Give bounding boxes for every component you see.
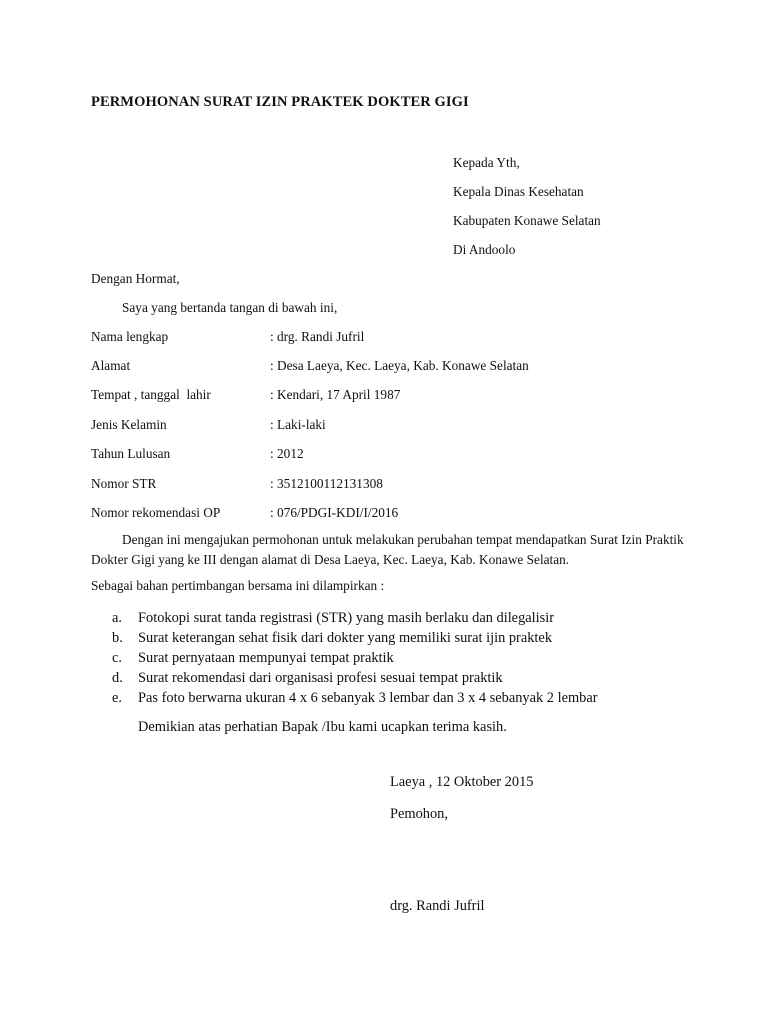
place-date: Laeya , 12 Oktober 2015 xyxy=(390,774,534,790)
field-row xyxy=(0,387,768,405)
field-label: Nomor STR xyxy=(91,476,157,491)
list-item xyxy=(0,690,768,710)
list-item xyxy=(0,630,768,650)
field-label: Nama lengkap xyxy=(91,329,169,344)
field-value: : Desa Laeya, Kec. Laeya, Kab. Konawe Selatan xyxy=(270,358,529,373)
list-item-letter: b. xyxy=(112,630,123,646)
field-value: : drg. Randi Jufril xyxy=(270,329,365,344)
field-value: : Laki-laki xyxy=(270,417,326,432)
field-row xyxy=(0,476,768,494)
list-item-letter: a. xyxy=(112,610,122,626)
list-item-letter: d. xyxy=(112,670,123,686)
field-value: : 076/PDGI-KDI/I/2016 xyxy=(270,505,399,520)
recipient-line: Di Andoolo xyxy=(453,242,516,257)
field-row xyxy=(0,505,768,523)
field-value: : 3512100112131308 xyxy=(270,476,383,491)
request-paragraph-text: Dengan ini mengajukan permohonan untuk melakukan perubahan tempat mendapatkan Surat Izin Praktik Dokter Gigi yang ke III dengan alamat di Desa Laeya, Kec. Laeya, Kab. Konawe Selatan. xyxy=(91,532,684,567)
field-label: Nomor rekomendasi OP xyxy=(91,505,221,520)
field-value: : 2012 xyxy=(270,446,304,461)
field-row xyxy=(0,329,768,347)
list-item-letter: e. xyxy=(112,690,122,706)
field-label: Tahun Lulusan xyxy=(91,446,171,461)
list-item-text: Surat rekomendasi dari organisasi profesi sesuai tempat praktik xyxy=(138,670,503,686)
list-item-letter: c. xyxy=(112,650,122,666)
attachments-intro: Sebagai bahan pertimbangan bersama ini dilampirkan : xyxy=(91,578,385,593)
list-item xyxy=(0,670,768,690)
list-item xyxy=(0,650,768,670)
letter-title: PERMOHONAN SURAT IZIN PRAKTEK DOKTER GIGI xyxy=(91,94,469,110)
recipient-line: Kepada Yth, xyxy=(453,155,520,170)
field-value: : Kendari, 17 April 1987 xyxy=(270,387,401,402)
field-row xyxy=(0,358,768,376)
request-paragraph xyxy=(91,530,691,570)
list-item-text: Surat pernyataan mempunyai tempat praktik xyxy=(138,650,394,666)
closing-text: Demikian atas perhatian Bapak /Ibu kami ucapkan terima kasih. xyxy=(138,719,507,735)
salutation: Dengan Hormat, xyxy=(91,271,180,286)
field-label: Jenis Kelamin xyxy=(91,417,167,432)
field-row xyxy=(0,446,768,464)
signer-name: drg. Randi Jufril xyxy=(390,898,485,914)
list-item-text: Pas foto berwarna ukuran 4 x 6 sebanyak 3 lembar dan 3 x 4 sebanyak 2 lembar xyxy=(138,690,598,706)
field-row xyxy=(0,417,768,435)
recipient-line: Kepala Dinas Kesehatan xyxy=(453,184,584,199)
list-item-text: Surat keterangan sehat fisik dari dokter yang memiliki surat ijin praktek xyxy=(138,630,553,646)
list-item-text: Fotokopi surat tanda registrasi (STR) yang masih berlaku dan dilegalisir xyxy=(138,610,555,626)
list-item xyxy=(0,610,768,630)
field-label: Alamat xyxy=(91,358,131,373)
field-label: Tempat , tanggal lahir xyxy=(91,387,211,402)
sign-label: Pemohon, xyxy=(390,806,448,822)
intro-text: Saya yang bertanda tangan di bawah ini, xyxy=(122,300,338,315)
recipient-line: Kabupaten Konawe Selatan xyxy=(453,213,601,228)
